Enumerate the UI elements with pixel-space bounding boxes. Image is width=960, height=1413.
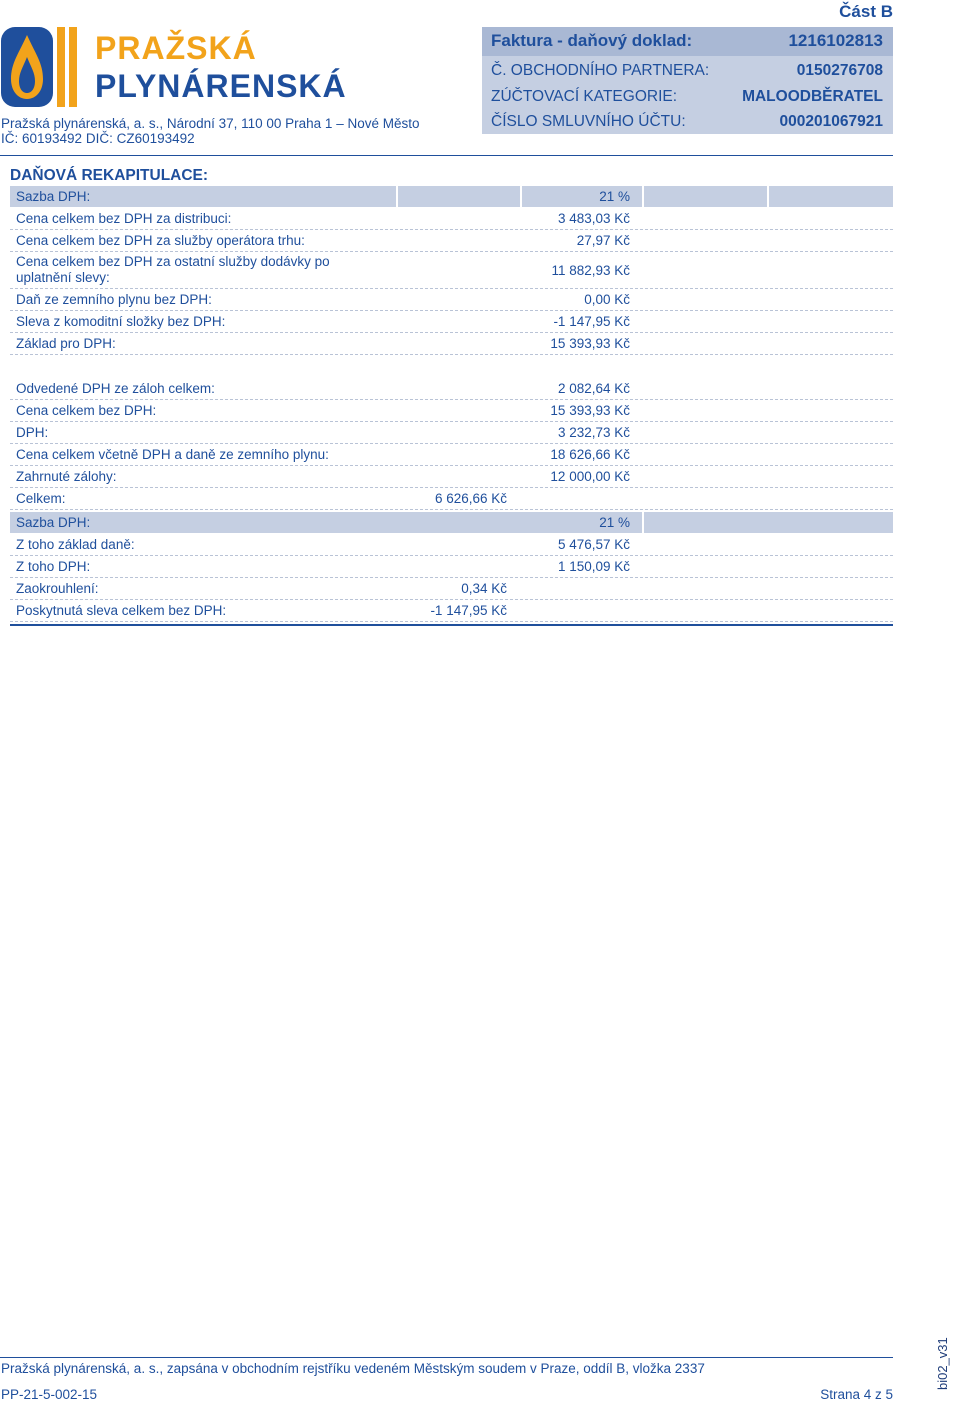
row-label: Sazba DPH: [16, 189, 91, 204]
row-value: -1 147,95 Kč [553, 314, 630, 329]
row-label: Cena celkem bez DPH za služby operátora trhu: [16, 233, 305, 248]
table-row [10, 378, 893, 400]
row-value: -1 147,95 Kč [430, 603, 507, 618]
row-value: 6 626,66 Kč [434, 491, 507, 506]
table-row [10, 208, 893, 230]
row-value: 3 232,73 Kč [557, 425, 630, 440]
table-row [10, 444, 893, 466]
footer-registry-text: Pražská plynárenská, a. s., zapsána v obchodním rejstříku vedeném Městským soudem v Praze, oddíl B, vložka 2337 [1, 1361, 705, 1376]
row-value: 1 150,09 Kč [557, 559, 630, 574]
invoice-row-label: ZÚČTOVACÍ KATEGORIE: [491, 88, 678, 105]
row-label-line1: Cena celkem bez DPH za ostatní služby dodávky po [16, 254, 330, 269]
company-ids: IČ: 60193492 DIČ: CZ60193492 [1, 131, 195, 146]
table-row [10, 400, 893, 422]
row-label: Sleva z komoditní složky bez DPH: [16, 314, 226, 329]
row-label: Celkem: [16, 491, 66, 506]
table-row [10, 534, 893, 556]
row-value: 21 % [599, 515, 630, 530]
row-label: Cena celkem včetně DPH a daně ze zemního plynu: [16, 447, 329, 462]
row-label: Cena celkem bez DPH za distribuci: [16, 211, 232, 226]
flame-logo-icon [1, 27, 83, 107]
row-value: 27,97 Kč [576, 233, 630, 248]
column-divider [767, 186, 769, 207]
table-row [10, 289, 893, 311]
section-title: DAŇOVÁ REKAPITULACE: [10, 167, 209, 184]
row-value: 11 882,93 Kč [551, 263, 630, 278]
row-value: 5 476,57 Kč [557, 537, 630, 552]
invoice-title-label: Faktura - daňový doklad: [491, 31, 693, 50]
row-label: Z toho základ daně: [16, 537, 135, 552]
invoice-row-value: 0150276708 [796, 62, 883, 79]
row-label: Cena celkem bez DPH: [16, 403, 157, 418]
document-part-label: Část B [839, 2, 893, 21]
row-label: Zahrnuté zálohy: [16, 469, 117, 484]
invoice-info-box [482, 27, 893, 134]
company-address: Pražská plynárenská, a. s., Národní 37, 110 00 Praha 1 – Nové Město [1, 116, 420, 131]
header-divider [0, 155, 893, 156]
table-row [10, 311, 893, 333]
invoice-row-label: Č. OBCHODNÍHO PARTNERA: [491, 62, 710, 79]
footer-divider [0, 1357, 893, 1358]
row-label: Z toho DPH: [16, 559, 91, 574]
row-value: 15 393,93 Kč [550, 336, 630, 351]
row-value: 21 % [599, 189, 630, 204]
row-value: 12 000,00 Kč [550, 469, 630, 484]
row-label: Poskytnutá sleva celkem bez DPH: [16, 603, 227, 618]
table-row [10, 252, 893, 289]
brand-name-line1: PRAŽSKÁ [95, 30, 257, 66]
invoice-row-label: ČÍSLO SMLUVNÍHO ÚČTU: [491, 113, 686, 130]
row-label: Zaokrouhlení: [16, 581, 99, 596]
column-divider [642, 186, 644, 207]
grand-total-row [10, 488, 893, 510]
table-bottom-rule [10, 624, 893, 626]
row-value: 3 483,03 Kč [557, 211, 630, 226]
row-value: 0,00 Kč [584, 292, 630, 307]
side-version-code: bi02_v31 [935, 1337, 950, 1390]
table-row [10, 333, 893, 355]
row-value: 18 626,66 Kč [550, 447, 630, 462]
table-row [10, 422, 893, 444]
row-label: DPH: [16, 425, 49, 440]
row-label: Daň ze zemního plynu bez DPH: [16, 292, 212, 307]
invoice-row-value: 000201067921 [779, 113, 883, 130]
invoice-title-bar [482, 27, 893, 56]
row-label-line2: uplatnění slevy: [16, 270, 110, 285]
row-value: 15 393,93 Kč [550, 403, 630, 418]
table-row [10, 466, 893, 488]
invoice-row-value: MALOODBĚRATEL [742, 88, 883, 105]
vat-rate-row [10, 512, 893, 534]
column-divider [396, 186, 398, 207]
column-divider [520, 186, 522, 207]
row-label: Základ pro DPH: [16, 336, 116, 351]
discount-total-row [10, 600, 893, 622]
row-value: 0,34 Kč [461, 581, 507, 596]
invoice-number: 1216102813 [788, 31, 883, 50]
row-value: 2 082,64 Kč [557, 381, 630, 396]
column-divider [642, 512, 644, 533]
row-label: Sazba DPH: [16, 515, 91, 530]
table-row [10, 556, 893, 578]
vat-rate-row [10, 186, 893, 208]
footer-doc-code: PP-21-5-002-15 [1, 1387, 98, 1402]
row-label: Odvedené DPH ze záloh celkem: [16, 381, 215, 396]
brand-name-line2: PLYNÁRENSKÁ [95, 68, 347, 104]
table-row [10, 230, 893, 252]
footer-page-number: Strana 4 z 5 [820, 1387, 893, 1402]
rounding-row [10, 578, 893, 600]
